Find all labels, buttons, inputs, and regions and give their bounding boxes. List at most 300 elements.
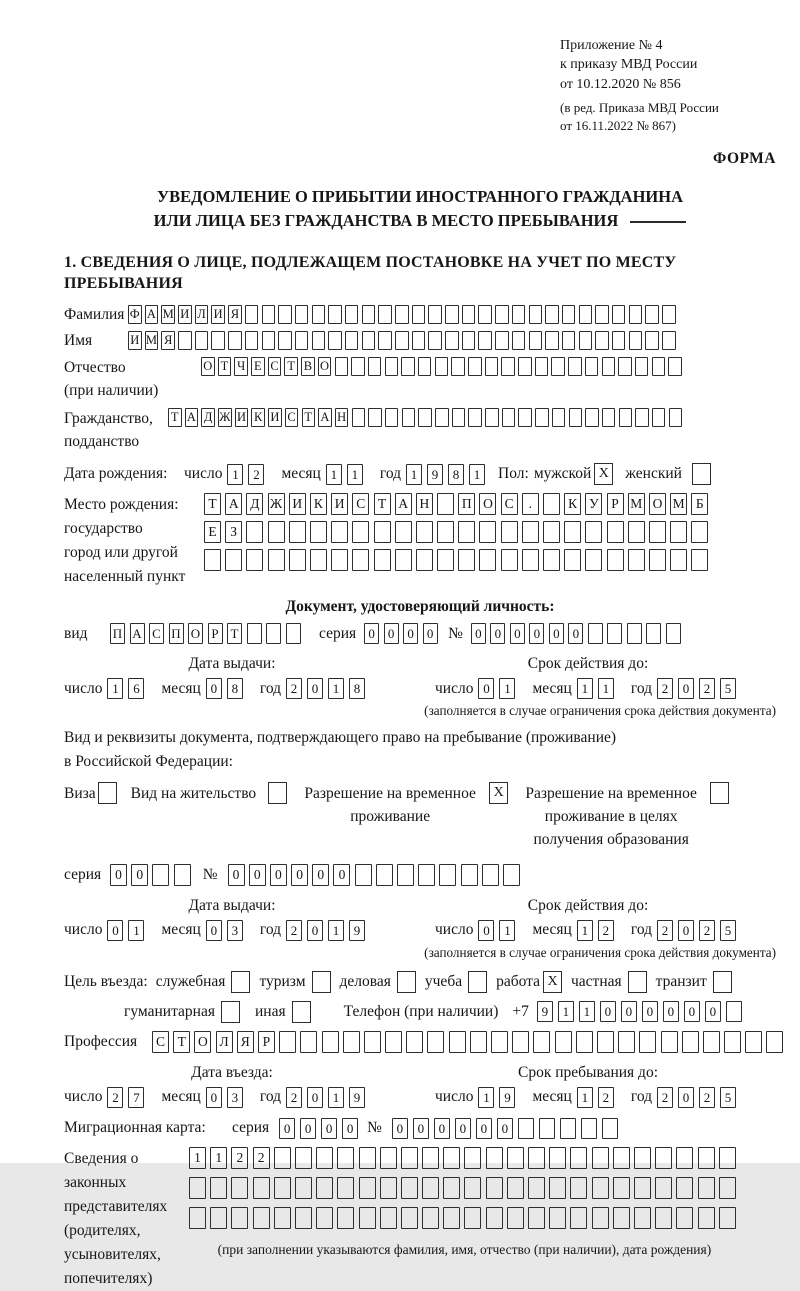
char-cell[interactable] (635, 357, 649, 376)
char-cell[interactable]: 0 (678, 920, 694, 941)
char-cell[interactable]: И (128, 331, 142, 350)
char-cell[interactable]: Л (216, 1031, 233, 1053)
char-cell[interactable] (401, 1177, 418, 1199)
char-cell[interactable]: 0 (549, 623, 564, 644)
char-cell[interactable]: 1 (347, 464, 363, 485)
char-cell[interactable] (422, 1177, 439, 1199)
char-cell[interactable]: 2 (598, 920, 614, 941)
char-cell[interactable] (543, 493, 560, 515)
char-cell[interactable] (452, 408, 466, 427)
char-cell[interactable] (337, 1147, 354, 1169)
char-cell[interactable]: П (458, 493, 475, 515)
char-cell[interactable] (278, 331, 292, 350)
char-cell[interactable] (535, 408, 549, 427)
char-cell[interactable] (486, 1177, 503, 1199)
char-cell[interactable] (676, 1177, 693, 1199)
char-cell[interactable] (380, 1177, 397, 1199)
char-cell[interactable] (495, 331, 509, 350)
char-cell[interactable] (486, 1207, 503, 1229)
char-cell[interactable]: Т (218, 357, 232, 376)
char-cell[interactable]: 2 (699, 678, 715, 699)
char-cell[interactable] (189, 1207, 206, 1229)
char-cell[interactable] (310, 521, 327, 543)
char-cell[interactable] (412, 331, 426, 350)
char-cell[interactable]: 3 (227, 1087, 243, 1108)
char-cell[interactable] (507, 1147, 524, 1169)
char-cell[interactable] (619, 408, 633, 427)
char-cell[interactable]: Т (302, 408, 316, 427)
visa-checkbox[interactable] (98, 782, 117, 804)
char-cell[interactable] (661, 1031, 678, 1053)
char-cell[interactable] (337, 1207, 354, 1229)
char-cell[interactable]: 0 (249, 864, 266, 886)
char-cell[interactable] (262, 331, 276, 350)
char-cell[interactable]: 0 (291, 864, 308, 886)
char-cell[interactable]: 0 (684, 1001, 700, 1022)
char-cell[interactable] (231, 1207, 248, 1229)
char-cell[interactable] (745, 1031, 762, 1053)
char-cell[interactable] (512, 305, 526, 324)
char-cell[interactable]: Я (237, 1031, 254, 1053)
char-cell[interactable]: 2 (107, 1087, 123, 1108)
char-cell[interactable] (310, 549, 327, 571)
char-cell[interactable] (345, 331, 359, 350)
char-cell[interactable] (352, 408, 366, 427)
char-cell[interactable] (512, 331, 526, 350)
char-cell[interactable] (295, 305, 309, 324)
char-cell[interactable] (437, 493, 454, 515)
char-cell[interactable] (691, 521, 708, 543)
char-cell[interactable]: 2 (231, 1147, 248, 1169)
char-cell[interactable]: 8 (227, 678, 243, 699)
char-cell[interactable] (691, 549, 708, 571)
char-cell[interactable] (549, 1207, 566, 1229)
char-cell[interactable]: 0 (678, 1087, 694, 1108)
char-cell[interactable] (262, 305, 276, 324)
char-cell[interactable] (522, 521, 539, 543)
char-cell[interactable]: Т (168, 408, 182, 427)
char-cell[interactable] (627, 623, 642, 644)
char-cell[interactable] (564, 521, 581, 543)
char-cell[interactable]: 0 (600, 1001, 616, 1022)
char-cell[interactable] (427, 1031, 444, 1053)
char-cell[interactable] (368, 357, 382, 376)
char-cell[interactable] (289, 549, 306, 571)
char-cell[interactable] (585, 357, 599, 376)
char-cell[interactable] (422, 1147, 439, 1169)
char-cell[interactable] (613, 1177, 630, 1199)
char-cell[interactable] (253, 1177, 270, 1199)
char-cell[interactable] (595, 305, 609, 324)
char-cell[interactable]: 9 (349, 920, 365, 941)
char-cell[interactable] (268, 521, 285, 543)
char-cell[interactable]: 1 (210, 1147, 227, 1169)
char-cell[interactable]: Ж (218, 408, 232, 427)
char-cell[interactable] (535, 357, 549, 376)
char-cell[interactable] (676, 1147, 693, 1169)
char-cell[interactable]: 0 (206, 678, 222, 699)
char-cell[interactable]: Я (228, 305, 242, 324)
char-cell[interactable]: 0 (307, 678, 323, 699)
char-cell[interactable] (178, 331, 192, 350)
char-cell[interactable] (174, 864, 191, 886)
char-cell[interactable] (359, 1147, 376, 1169)
char-cell[interactable] (570, 1147, 587, 1169)
char-cell[interactable] (195, 331, 209, 350)
char-cell[interactable] (462, 305, 476, 324)
char-cell[interactable] (364, 1031, 381, 1053)
char-cell[interactable] (564, 549, 581, 571)
char-cell[interactable]: К (310, 493, 327, 515)
char-cell[interactable]: 0 (110, 864, 127, 886)
char-cell[interactable] (286, 623, 301, 644)
char-cell[interactable] (385, 1031, 402, 1053)
char-cell[interactable] (464, 1147, 481, 1169)
char-cell[interactable] (225, 549, 242, 571)
char-cell[interactable]: 9 (427, 464, 443, 485)
char-cell[interactable] (602, 357, 616, 376)
char-cell[interactable]: О (318, 357, 332, 376)
char-cell[interactable] (416, 549, 433, 571)
char-cell[interactable]: 0 (497, 1118, 513, 1139)
char-cell[interactable]: П (169, 623, 184, 644)
char-cell[interactable] (549, 1147, 566, 1169)
char-cell[interactable] (629, 331, 643, 350)
char-cell[interactable] (662, 331, 676, 350)
char-cell[interactable] (655, 1207, 672, 1229)
char-cell[interactable]: Л (195, 305, 209, 324)
char-cell[interactable] (560, 1118, 576, 1139)
char-cell[interactable]: 1 (579, 1001, 595, 1022)
char-cell[interactable] (639, 1031, 656, 1053)
char-cell[interactable] (501, 521, 518, 543)
char-cell[interactable]: У (585, 493, 602, 515)
char-cell[interactable] (461, 864, 478, 886)
char-cell[interactable] (458, 521, 475, 543)
char-cell[interactable]: Ф (128, 305, 142, 324)
char-cell[interactable] (352, 549, 369, 571)
char-cell[interactable]: 2 (657, 1087, 673, 1108)
char-cell[interactable] (211, 331, 225, 350)
char-cell[interactable]: Н (335, 408, 349, 427)
char-cell[interactable] (670, 549, 687, 571)
char-cell[interactable]: 0 (131, 864, 148, 886)
char-cell[interactable] (529, 305, 543, 324)
char-cell[interactable]: 0 (434, 1118, 450, 1139)
char-cell[interactable] (355, 864, 372, 886)
char-cell[interactable]: Д (246, 493, 263, 515)
char-cell[interactable] (652, 408, 666, 427)
char-cell[interactable] (682, 1031, 699, 1053)
char-cell[interactable] (485, 408, 499, 427)
char-cell[interactable] (468, 357, 482, 376)
char-cell[interactable] (634, 1147, 651, 1169)
char-cell[interactable] (385, 408, 399, 427)
char-cell[interactable] (397, 864, 414, 886)
char-cell[interactable] (246, 549, 263, 571)
char-cell[interactable] (539, 1118, 555, 1139)
char-cell[interactable] (335, 357, 349, 376)
char-cell[interactable]: Я (161, 331, 175, 350)
char-cell[interactable] (668, 357, 682, 376)
char-cell[interactable]: К (251, 408, 265, 427)
char-cell[interactable] (210, 1207, 227, 1229)
char-cell[interactable]: 0 (206, 920, 222, 941)
char-cell[interactable]: Р (258, 1031, 275, 1053)
char-cell[interactable]: Т (204, 493, 221, 515)
char-cell[interactable]: 0 (471, 623, 486, 644)
char-cell[interactable] (380, 1207, 397, 1229)
char-cell[interactable] (522, 549, 539, 571)
char-cell[interactable] (507, 1207, 524, 1229)
char-cell[interactable]: С (285, 408, 299, 427)
char-cell[interactable]: О (194, 1031, 211, 1053)
char-cell[interactable]: 0 (529, 623, 544, 644)
char-cell[interactable] (491, 1031, 508, 1053)
char-cell[interactable]: М (145, 331, 159, 350)
purpose-work-checkbox[interactable]: X (543, 971, 562, 993)
purpose-humanitarian-checkbox[interactable] (221, 1001, 240, 1023)
char-cell[interactable]: Ж (268, 493, 285, 515)
char-cell[interactable]: А (130, 623, 145, 644)
char-cell[interactable]: 0 (107, 920, 123, 941)
purpose-private-checkbox[interactable] (628, 971, 647, 993)
char-cell[interactable] (362, 305, 376, 324)
char-cell[interactable] (666, 623, 681, 644)
char-cell[interactable] (501, 357, 515, 376)
char-cell[interactable] (368, 408, 382, 427)
char-cell[interactable] (698, 1207, 715, 1229)
char-cell[interactable] (543, 521, 560, 543)
char-cell[interactable]: С (268, 357, 282, 376)
char-cell[interactable] (562, 305, 576, 324)
char-cell[interactable] (698, 1177, 715, 1199)
char-cell[interactable] (581, 1118, 597, 1139)
char-cell[interactable]: С (501, 493, 518, 515)
char-cell[interactable] (579, 305, 593, 324)
sex-female-checkbox[interactable] (692, 463, 711, 485)
purpose-business-checkbox[interactable] (397, 971, 416, 993)
char-cell[interactable]: 0 (307, 1087, 323, 1108)
char-cell[interactable] (646, 623, 661, 644)
char-cell[interactable]: . (522, 493, 539, 515)
char-cell[interactable]: И (331, 493, 348, 515)
char-cell[interactable]: 0 (413, 1118, 429, 1139)
char-cell[interactable]: 2 (657, 678, 673, 699)
char-cell[interactable] (602, 408, 616, 427)
char-cell[interactable]: 0 (279, 1118, 295, 1139)
char-cell[interactable]: И (268, 408, 282, 427)
char-cell[interactable] (451, 357, 465, 376)
char-cell[interactable] (345, 305, 359, 324)
char-cell[interactable]: 0 (490, 623, 505, 644)
char-cell[interactable] (645, 331, 659, 350)
char-cell[interactable] (449, 1031, 466, 1053)
char-cell[interactable]: Т (227, 623, 242, 644)
char-cell[interactable]: И (211, 305, 225, 324)
char-cell[interactable] (592, 1207, 609, 1229)
char-cell[interactable] (402, 408, 416, 427)
char-cell[interactable]: 1 (598, 678, 614, 699)
char-cell[interactable] (458, 549, 475, 571)
char-cell[interactable]: 1 (577, 920, 593, 941)
char-cell[interactable] (719, 1207, 736, 1229)
char-cell[interactable] (395, 521, 412, 543)
char-cell[interactable]: М (670, 493, 687, 515)
char-cell[interactable] (649, 521, 666, 543)
char-cell[interactable] (445, 331, 459, 350)
char-cell[interactable] (618, 1031, 635, 1053)
purpose-official-checkbox[interactable] (231, 971, 250, 993)
char-cell[interactable]: 0 (384, 623, 399, 644)
char-cell[interactable]: 1 (326, 464, 342, 485)
char-cell[interactable] (395, 305, 409, 324)
char-cell[interactable] (551, 357, 565, 376)
char-cell[interactable] (295, 1207, 312, 1229)
char-cell[interactable] (595, 331, 609, 350)
char-cell[interactable] (495, 305, 509, 324)
char-cell[interactable]: 1 (469, 464, 485, 485)
char-cell[interactable]: С (149, 623, 164, 644)
char-cell[interactable]: 2 (598, 1087, 614, 1108)
char-cell[interactable]: 1 (328, 1087, 344, 1108)
char-cell[interactable] (245, 331, 259, 350)
char-cell[interactable]: 0 (403, 623, 418, 644)
char-cell[interactable]: 0 (342, 1118, 358, 1139)
char-cell[interactable]: 9 (537, 1001, 553, 1022)
char-cell[interactable] (279, 1031, 296, 1053)
residence-permit-checkbox[interactable] (268, 782, 287, 804)
char-cell[interactable] (478, 305, 492, 324)
char-cell[interactable] (443, 1207, 460, 1229)
char-cell[interactable]: 1 (189, 1147, 206, 1169)
char-cell[interactable] (479, 549, 496, 571)
char-cell[interactable]: 1 (328, 678, 344, 699)
char-cell[interactable] (562, 331, 576, 350)
char-cell[interactable] (428, 331, 442, 350)
char-cell[interactable] (352, 521, 369, 543)
char-cell[interactable]: 0 (392, 1118, 408, 1139)
purpose-other-checkbox[interactable] (292, 1001, 311, 1023)
char-cell[interactable] (443, 1177, 460, 1199)
char-cell[interactable]: 0 (228, 864, 245, 886)
char-cell[interactable] (529, 331, 543, 350)
char-cell[interactable]: 0 (300, 1118, 316, 1139)
char-cell[interactable] (533, 1031, 550, 1053)
char-cell[interactable]: 2 (699, 920, 715, 941)
char-cell[interactable]: 2 (286, 678, 302, 699)
char-cell[interactable] (613, 1207, 630, 1229)
char-cell[interactable]: Б (691, 493, 708, 515)
char-cell[interactable] (266, 623, 281, 644)
char-cell[interactable] (247, 623, 262, 644)
char-cell[interactable]: 0 (455, 1118, 471, 1139)
char-cell[interactable] (597, 1031, 614, 1053)
char-cell[interactable] (295, 1147, 312, 1169)
char-cell[interactable] (401, 1207, 418, 1229)
char-cell[interactable]: Е (251, 357, 265, 376)
char-cell[interactable]: 0 (206, 1087, 222, 1108)
char-cell[interactable]: 2 (699, 1087, 715, 1108)
char-cell[interactable] (518, 357, 532, 376)
char-cell[interactable] (528, 1177, 545, 1199)
char-cell[interactable]: Т (374, 493, 391, 515)
char-cell[interactable] (312, 331, 326, 350)
char-cell[interactable] (502, 408, 516, 427)
char-cell[interactable] (698, 1147, 715, 1169)
sex-male-checkbox[interactable]: X (594, 463, 613, 485)
char-cell[interactable] (528, 1147, 545, 1169)
char-cell[interactable]: А (145, 305, 159, 324)
char-cell[interactable] (437, 521, 454, 543)
char-cell[interactable] (245, 305, 259, 324)
char-cell[interactable]: М (161, 305, 175, 324)
char-cell[interactable]: А (395, 493, 412, 515)
char-cell[interactable] (464, 1177, 481, 1199)
char-cell[interactable]: Р (607, 493, 624, 515)
char-cell[interactable]: 1 (558, 1001, 574, 1022)
char-cell[interactable]: 1 (577, 1087, 593, 1108)
char-cell[interactable]: 0 (568, 623, 583, 644)
char-cell[interactable] (479, 521, 496, 543)
char-cell[interactable] (359, 1207, 376, 1229)
char-cell[interactable] (470, 1031, 487, 1053)
char-cell[interactable] (274, 1207, 291, 1229)
char-cell[interactable] (406, 1031, 423, 1053)
char-cell[interactable] (555, 1031, 572, 1053)
char-cell[interactable]: 1 (128, 920, 144, 941)
char-cell[interactable]: Р (208, 623, 223, 644)
char-cell[interactable] (662, 305, 676, 324)
char-cell[interactable] (512, 1031, 529, 1053)
char-cell[interactable]: 0 (321, 1118, 337, 1139)
char-cell[interactable]: Т (173, 1031, 190, 1053)
char-cell[interactable] (204, 549, 221, 571)
char-cell[interactable]: И (235, 408, 249, 427)
char-cell[interactable] (468, 408, 482, 427)
char-cell[interactable] (628, 549, 645, 571)
char-cell[interactable]: 1 (328, 920, 344, 941)
char-cell[interactable]: 8 (448, 464, 464, 485)
char-cell[interactable]: 0 (478, 678, 494, 699)
char-cell[interactable]: И (178, 305, 192, 324)
char-cell[interactable] (435, 408, 449, 427)
char-cell[interactable] (570, 1207, 587, 1229)
char-cell[interactable]: 0 (510, 623, 525, 644)
char-cell[interactable] (385, 357, 399, 376)
char-cell[interactable] (316, 1207, 333, 1229)
char-cell[interactable] (618, 357, 632, 376)
char-cell[interactable]: 1 (577, 678, 593, 699)
char-cell[interactable] (416, 521, 433, 543)
char-cell[interactable] (443, 1147, 460, 1169)
char-cell[interactable] (418, 357, 432, 376)
char-cell[interactable] (152, 864, 169, 886)
char-cell[interactable]: 0 (312, 864, 329, 886)
char-cell[interactable] (418, 408, 432, 427)
char-cell[interactable]: А (185, 408, 199, 427)
purpose-transit-checkbox[interactable] (713, 971, 732, 993)
char-cell[interactable] (486, 1147, 503, 1169)
char-cell[interactable]: 0 (364, 623, 379, 644)
char-cell[interactable] (289, 521, 306, 543)
char-cell[interactable]: Е (204, 521, 221, 543)
char-cell[interactable] (351, 357, 365, 376)
char-cell[interactable] (726, 1001, 742, 1022)
char-cell[interactable] (337, 1177, 354, 1199)
char-cell[interactable]: З (225, 521, 242, 543)
char-cell[interactable]: 3 (227, 920, 243, 941)
